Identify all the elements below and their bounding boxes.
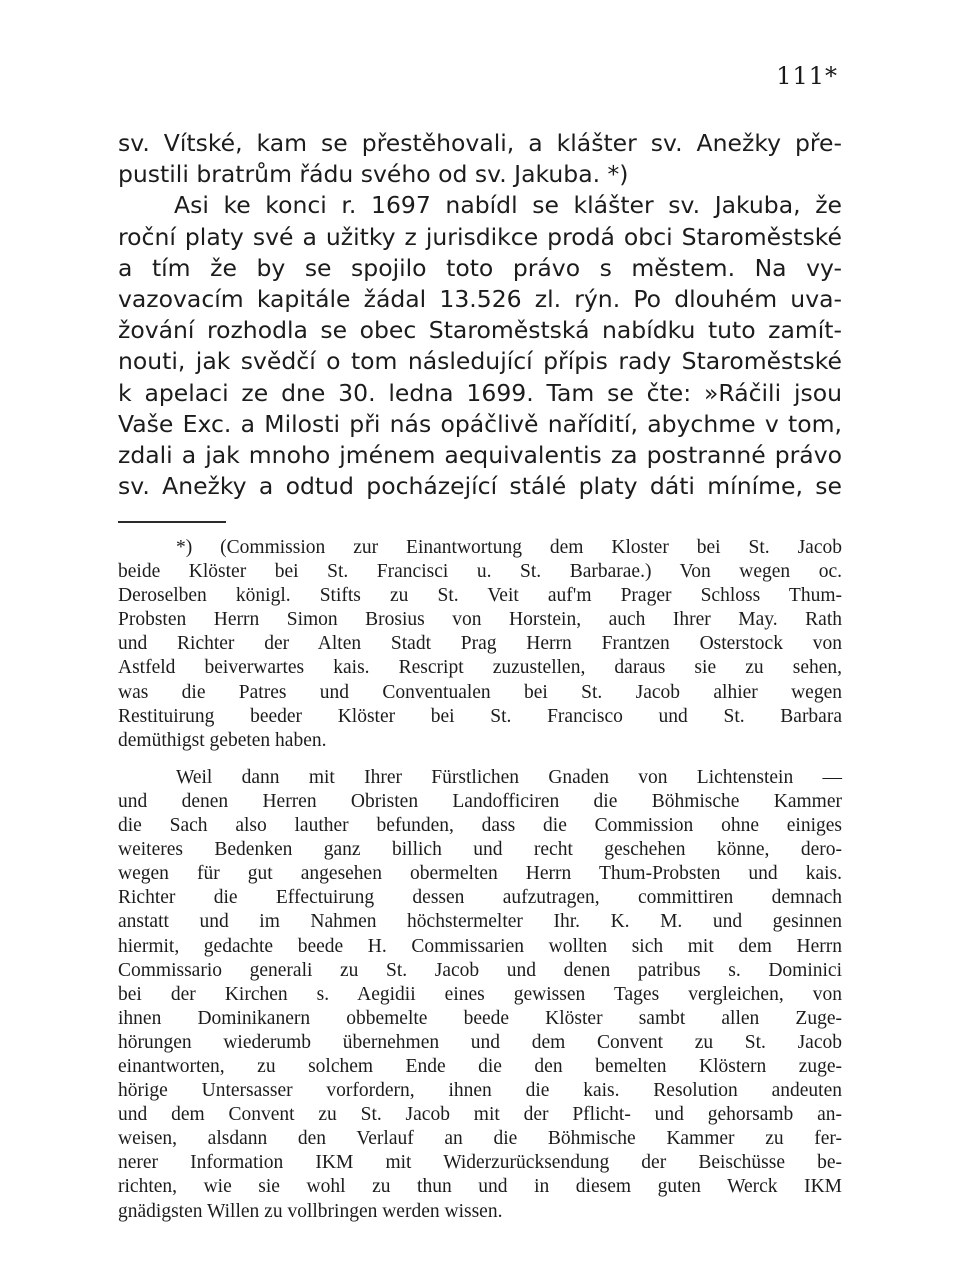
text-line: roční platy své a užitky z jurisdikce prodá obci Staroměstské (118, 222, 842, 251)
text-line: sv. Anežky a odtud pocházející stálé platy dáti míníme, se (118, 472, 842, 501)
footnote-separator-rule (118, 521, 226, 523)
text-line: vazovacím kapitále žádal 13.526 zl. rýn. Po dlouhém uva- (118, 285, 842, 314)
footnote-line: richten, wie sie wohl zu thun und in diesem guten Werck IKM (118, 1176, 842, 1198)
footnote-line: demüthigst gebeten haben. (118, 729, 327, 751)
text-line: zdali a jak mnoho jménem aequivalentis za postranné právo (118, 441, 842, 470)
footnote-line: und dem Convent zu St. Jacob mit der Pflicht- und gehorsamb an- (118, 1104, 842, 1126)
footnote-line: hörungen wiederumb übernehmen und dem Convent zu St. Jacob (118, 1031, 842, 1053)
footnote-line: wegen für gut angesehen obermelten Herrn Thum-Probsten und kais. (118, 863, 842, 885)
footnote-line: die Sach also lauther befunden, dass die Commission ohne einiges (118, 815, 842, 837)
footnote-line: weisen, alsdann den Verlauf an die Böhmische Kammer zu fer- (118, 1128, 842, 1150)
footnote-line: und Richter der Alten Stadt Prag Herrn Frantzen Osterstock von (118, 633, 842, 655)
footnote-line: und denen Herren Obristen Landofficiren die Böhmische Kammer (118, 790, 842, 812)
footnote-line: beide Klöster bei St. Francisci u. St. Barbarae.) Von wegen oc. (118, 561, 842, 583)
footnote-line: ihnen Dominikanern obbemelte beede Klöster sambt allen Zuge- (118, 1007, 842, 1029)
text-line: nouti, jak svědčí o tom následující přípis rady Staroměstské (118, 347, 842, 376)
footnote-line: gnädigsten Willen zu vollbringen werden wissen. (118, 1200, 503, 1222)
footnote-line: Weil dann mit Ihrer Fürstlichen Gnaden von Lichtenstein — (176, 766, 842, 788)
text-line: žování rozhodla se obec Staroměstská nabídku tuto zamít- (118, 316, 842, 345)
text-line: sv. Vítské, kam se přestěhovali, a klášter sv. Anežky pře- (118, 129, 842, 157)
footnote-line: weiteres Bedenken ganz billich und recht geschehen könne, dero- (118, 839, 842, 861)
main-text-block (118, 128, 842, 502)
text-line: Asi ke konci r. 1697 nabídl se klášter sv. Jakuba, že (174, 191, 842, 220)
text-line: pustili bratrům řádu svého od sv. Jakuba. *) (118, 160, 629, 189)
footnote-line: nerer Information IKM mit Widerzurücksendung der Beischüsse be- (118, 1152, 842, 1174)
text-line: k apelaci ze dne 30. ledna 1699. Tam se čte: »Ráčili jsou (118, 378, 842, 407)
footnote-line: Probsten Herrn Simon Brosius von Horstein, auch Ihrer May. Rath (118, 609, 842, 631)
footnote-line: anstatt und im Nahmen höchstermelter Ihr. K. M. und gesinnen (118, 911, 842, 933)
footnote-line: einantworten, zu solchem Ende die den bemelten Klöstern zuge- (118, 1055, 842, 1077)
paragraph-gap (118, 753, 842, 766)
footnote-line: Astfeld beiverwartes kais. Rescript zuzustellen, daraus sie zu sehen, (118, 657, 842, 679)
footnote-line: hörige Untersasser vorfordern, ihnen die kais. Resolution andeuten (118, 1080, 842, 1102)
footnote-line: Restituirung beeder Klöster bei St. Francisco und St. Barbara (118, 705, 842, 727)
page-number: 111* (776, 62, 838, 90)
footnote-line: Commissario generali zu St. Jacob und denen patribus s. Dominici (118, 959, 842, 981)
text-line: a tím že by se spojilo toto právo s městem. Na vy- (118, 253, 842, 282)
footnote-line: hiermit, gedachte beede H. Commissarien wollten sich mit dem Herrn (118, 935, 842, 957)
text-line: Vaše Exc. a Milosti při nás opáčlivě nařídití, abychme v tom, (118, 409, 842, 438)
footnote-block (118, 536, 842, 1224)
footnote-line: was die Patres und Conventualen bei St. Jacob alhier wegen (118, 681, 842, 703)
footnote-line: Deroselben königl. Stifts zu St. Veit auf'm Prager Schloss Thum- (118, 585, 842, 607)
footnote-line: Richter die Effectuirung dessen aufzutragen, committiren demnach (118, 887, 842, 909)
footnote-line: *) (Commission zur Einantwortung dem Kloster bei St. Jacob (176, 537, 842, 558)
footnote-line: bei der Kirchen s. Aegidii eines gewissen Tages vergleichen, von (118, 983, 842, 1005)
